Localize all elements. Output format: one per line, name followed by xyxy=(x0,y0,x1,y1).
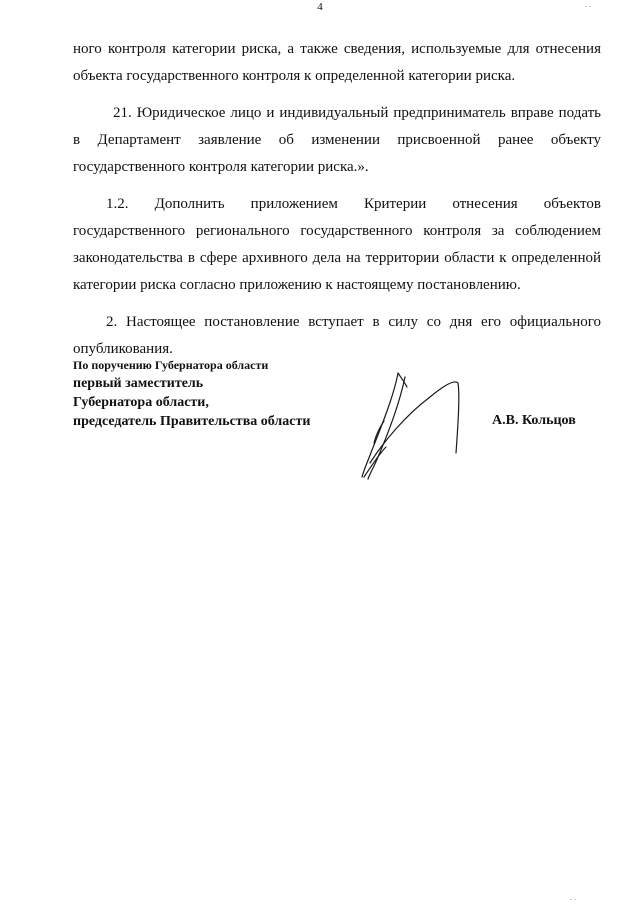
authority-line: По поручению Губернатора области xyxy=(73,358,269,372)
position-line-1: первый заместитель xyxy=(73,376,204,391)
paragraph-item-21: 21. Юридическое лицо и индивидуальный предприниматель вправе подать в Департамент заявление об изменении присвоенной ранее объекту государственного контроля категории риска.». xyxy=(73,105,601,175)
corner-mark-top: . . xyxy=(585,0,591,9)
position-line-2: Губернатора области, xyxy=(73,395,209,410)
paragraph-item-1-2: 1.2. Дополнить приложением Критерии отнесения объектов государственного регионального государственного контроля за соблюдением законодательства в сфере архивного дела на территории области к определенной категории риска согласно приложению к настоящему постановлению. xyxy=(73,196,601,293)
paragraph-continuation: ного контроля категории риска, а также сведения, используемые для отнесения объекта государственного контроля к определенной категории риска. xyxy=(73,41,601,84)
document-body xyxy=(73,36,601,373)
handwritten-signature xyxy=(350,365,470,490)
corner-mark-bottom: . . xyxy=(570,893,576,902)
page-number: 4 xyxy=(317,1,323,13)
paragraph-item-2: 2. Настоящее постановление вступает в силу со дня его официального опубликования. xyxy=(73,314,601,357)
signature-block xyxy=(73,356,310,431)
position-line-3: председатель Правительства области xyxy=(73,414,311,429)
signer-name: А.В. Кольцов xyxy=(492,413,576,428)
